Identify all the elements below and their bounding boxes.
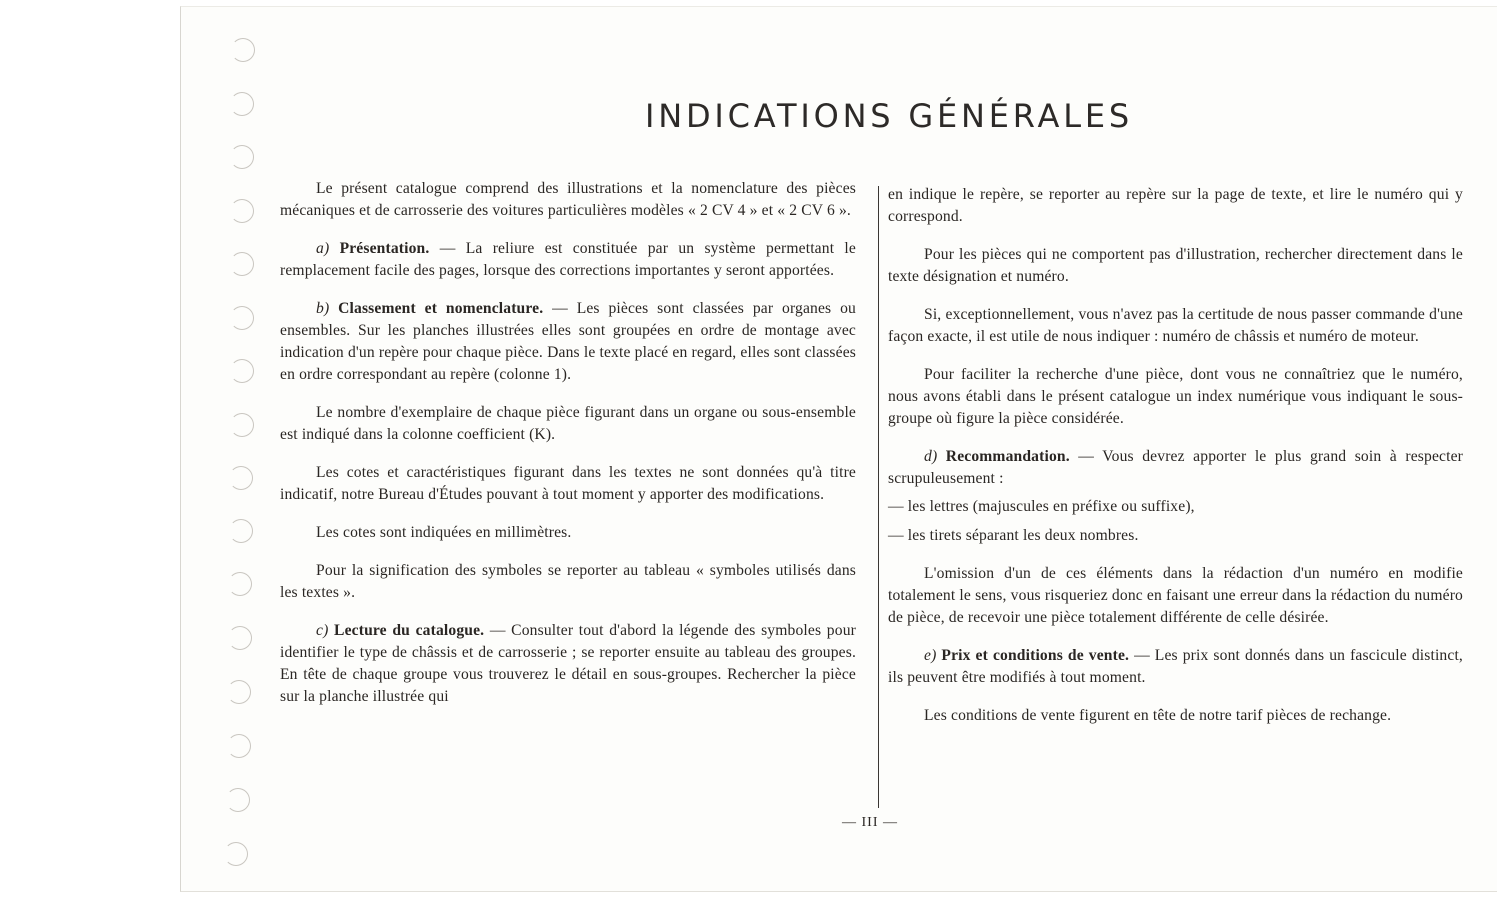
section-text: — La reliure est constituée par un système permettant le remplacement facile des pages, lorsque des corrections importantes y seront apportées.	[280, 240, 856, 279]
punch-hole-icon	[230, 413, 254, 437]
index-paragraph: Pour faciliter la recherche d'une pièce, dont vous ne connaîtriez que le numéro, nous avons établi dans le présent catalogue un index numérique vous indiquant le sous-groupe où figure la pièce considérée.	[888, 366, 1463, 427]
page-title: INDICATIONS GÉNÉRALES	[645, 97, 1133, 135]
punch-hole-icon	[228, 626, 252, 650]
continuation-paragraph: en indique le repère, se reporter au repère sur la page de texte, et lire le numéro qui y correspond.	[888, 186, 1463, 225]
section-text: — Les pièces sont classées par organes ou ensembles. Sur les planches illustrées elles sont groupées en ordre de montage avec indication d'un repère pour chaque pièce. Dans le texte placé en regard, elles sont classées en ordre correspondant au repère (colonne 1).	[280, 300, 856, 383]
section-text: — Vous devrez apporter le plus grand soin à respecter scrupuleusement :	[888, 448, 1463, 487]
lecture-paragraph	[280, 620, 856, 708]
dash-item-lettres: — les lettres (majuscules en préfixe ou suffixe),	[888, 498, 1195, 515]
coefficient-paragraph: Le nombre d'exemplaire de chaque pièce figurant dans un organe ou sous-ensemble est indiqué dans la colonne coefficient (K).	[280, 404, 856, 443]
punch-hole-icon	[229, 466, 253, 490]
page-number: — III —	[842, 815, 898, 830]
exception-paragraph: Si, exceptionnellement, vous n'avez pas la certitude de nous passer commande d'une façon exacte, il est utile de nous indiquer : numéro de châssis et numéro de moteur.	[888, 306, 1463, 345]
section-heading: Classement et nomenclature.	[338, 300, 544, 317]
intro-paragraph: Le présent catalogue comprend des illustrations et la nomenclature des pièces mécaniques et de carrosserie des voitures particulières modèles « 2 CV 4 » et « 2 CV 6 ».	[280, 180, 856, 219]
millimetres-paragraph: Les cotes sont indiquées en millimètres.	[316, 524, 572, 541]
section-letter: d)	[924, 448, 938, 465]
punch-hole-icon	[230, 145, 254, 169]
section-letter: b)	[316, 300, 330, 317]
column-divider	[878, 186, 879, 808]
conditions-paragraph: Les conditions de vente figurent en tête de notre tarif pièces de rechange.	[924, 707, 1392, 724]
no-illustration-paragraph: Pour les pièces qui ne comportent pas d'illustration, rechercher directement dans le texte désignation et numéro.	[888, 246, 1463, 285]
punch-hole-icon	[224, 842, 248, 866]
presentation-paragraph	[280, 238, 856, 282]
dash-item-tirets: — les tirets séparant les deux nombres.	[888, 527, 1139, 544]
symboles-paragraph: Pour la signification des symboles se reporter au tableau « symboles utilisés dans les textes ».	[280, 562, 856, 601]
punch-hole-icon	[226, 788, 250, 812]
section-letter: a)	[316, 240, 330, 257]
cotes-paragraph: Les cotes et caractéristiques figurant dans les textes ne sont données qu'à titre indicatif, notre Bureau d'Études pouvant à tout moment y apporter des modifications.	[280, 464, 856, 503]
punch-hole-icon	[227, 734, 251, 758]
punch-hole-icon	[230, 252, 254, 276]
recommandation-paragraph	[888, 446, 1463, 490]
left-column	[280, 178, 856, 724]
classement-paragraph	[280, 298, 856, 386]
section-letter: e)	[924, 647, 937, 664]
section-heading: Prix et conditions de vente.	[941, 647, 1130, 664]
section-heading: Recommandation.	[945, 448, 1070, 465]
punch-hole-icon	[230, 306, 254, 330]
punch-hole-icon	[230, 199, 254, 223]
punch-hole-icon	[231, 38, 255, 62]
punch-hole-icon	[230, 92, 254, 116]
prix-paragraph	[888, 645, 1463, 689]
punch-hole-icon	[229, 519, 253, 543]
section-heading: Présentation.	[339, 240, 430, 257]
section-text: — Consulter tout d'abord la légende des symboles pour identifier le type de châssis et de carrosserie ; se reporter ensuite au tableau des groupes. En tête de chaque groupe vous trouverez le détail en sous-groupes. Rechercher la pièce sur la planche illustrée qui	[280, 622, 856, 705]
right-column	[888, 184, 1463, 743]
punch-hole-icon	[227, 680, 251, 704]
omission-paragraph: L'omission d'un de ces éléments dans la rédaction d'un numéro en modifie totalement le sens, vous risqueriez donc en faisant une erreur dans la rédaction du numéro de pièce, de recevoir une pièce totalement différente de celle désirée.	[888, 565, 1463, 626]
punch-hole-icon	[230, 359, 254, 383]
punch-hole-icon	[228, 572, 252, 596]
section-text: — Les prix sont donnés dans un fascicule distinct, ils peuvent être modifiés à tout moment.	[888, 647, 1463, 686]
section-heading: Lecture du catalogue.	[334, 622, 485, 639]
section-letter: c)	[316, 622, 329, 639]
